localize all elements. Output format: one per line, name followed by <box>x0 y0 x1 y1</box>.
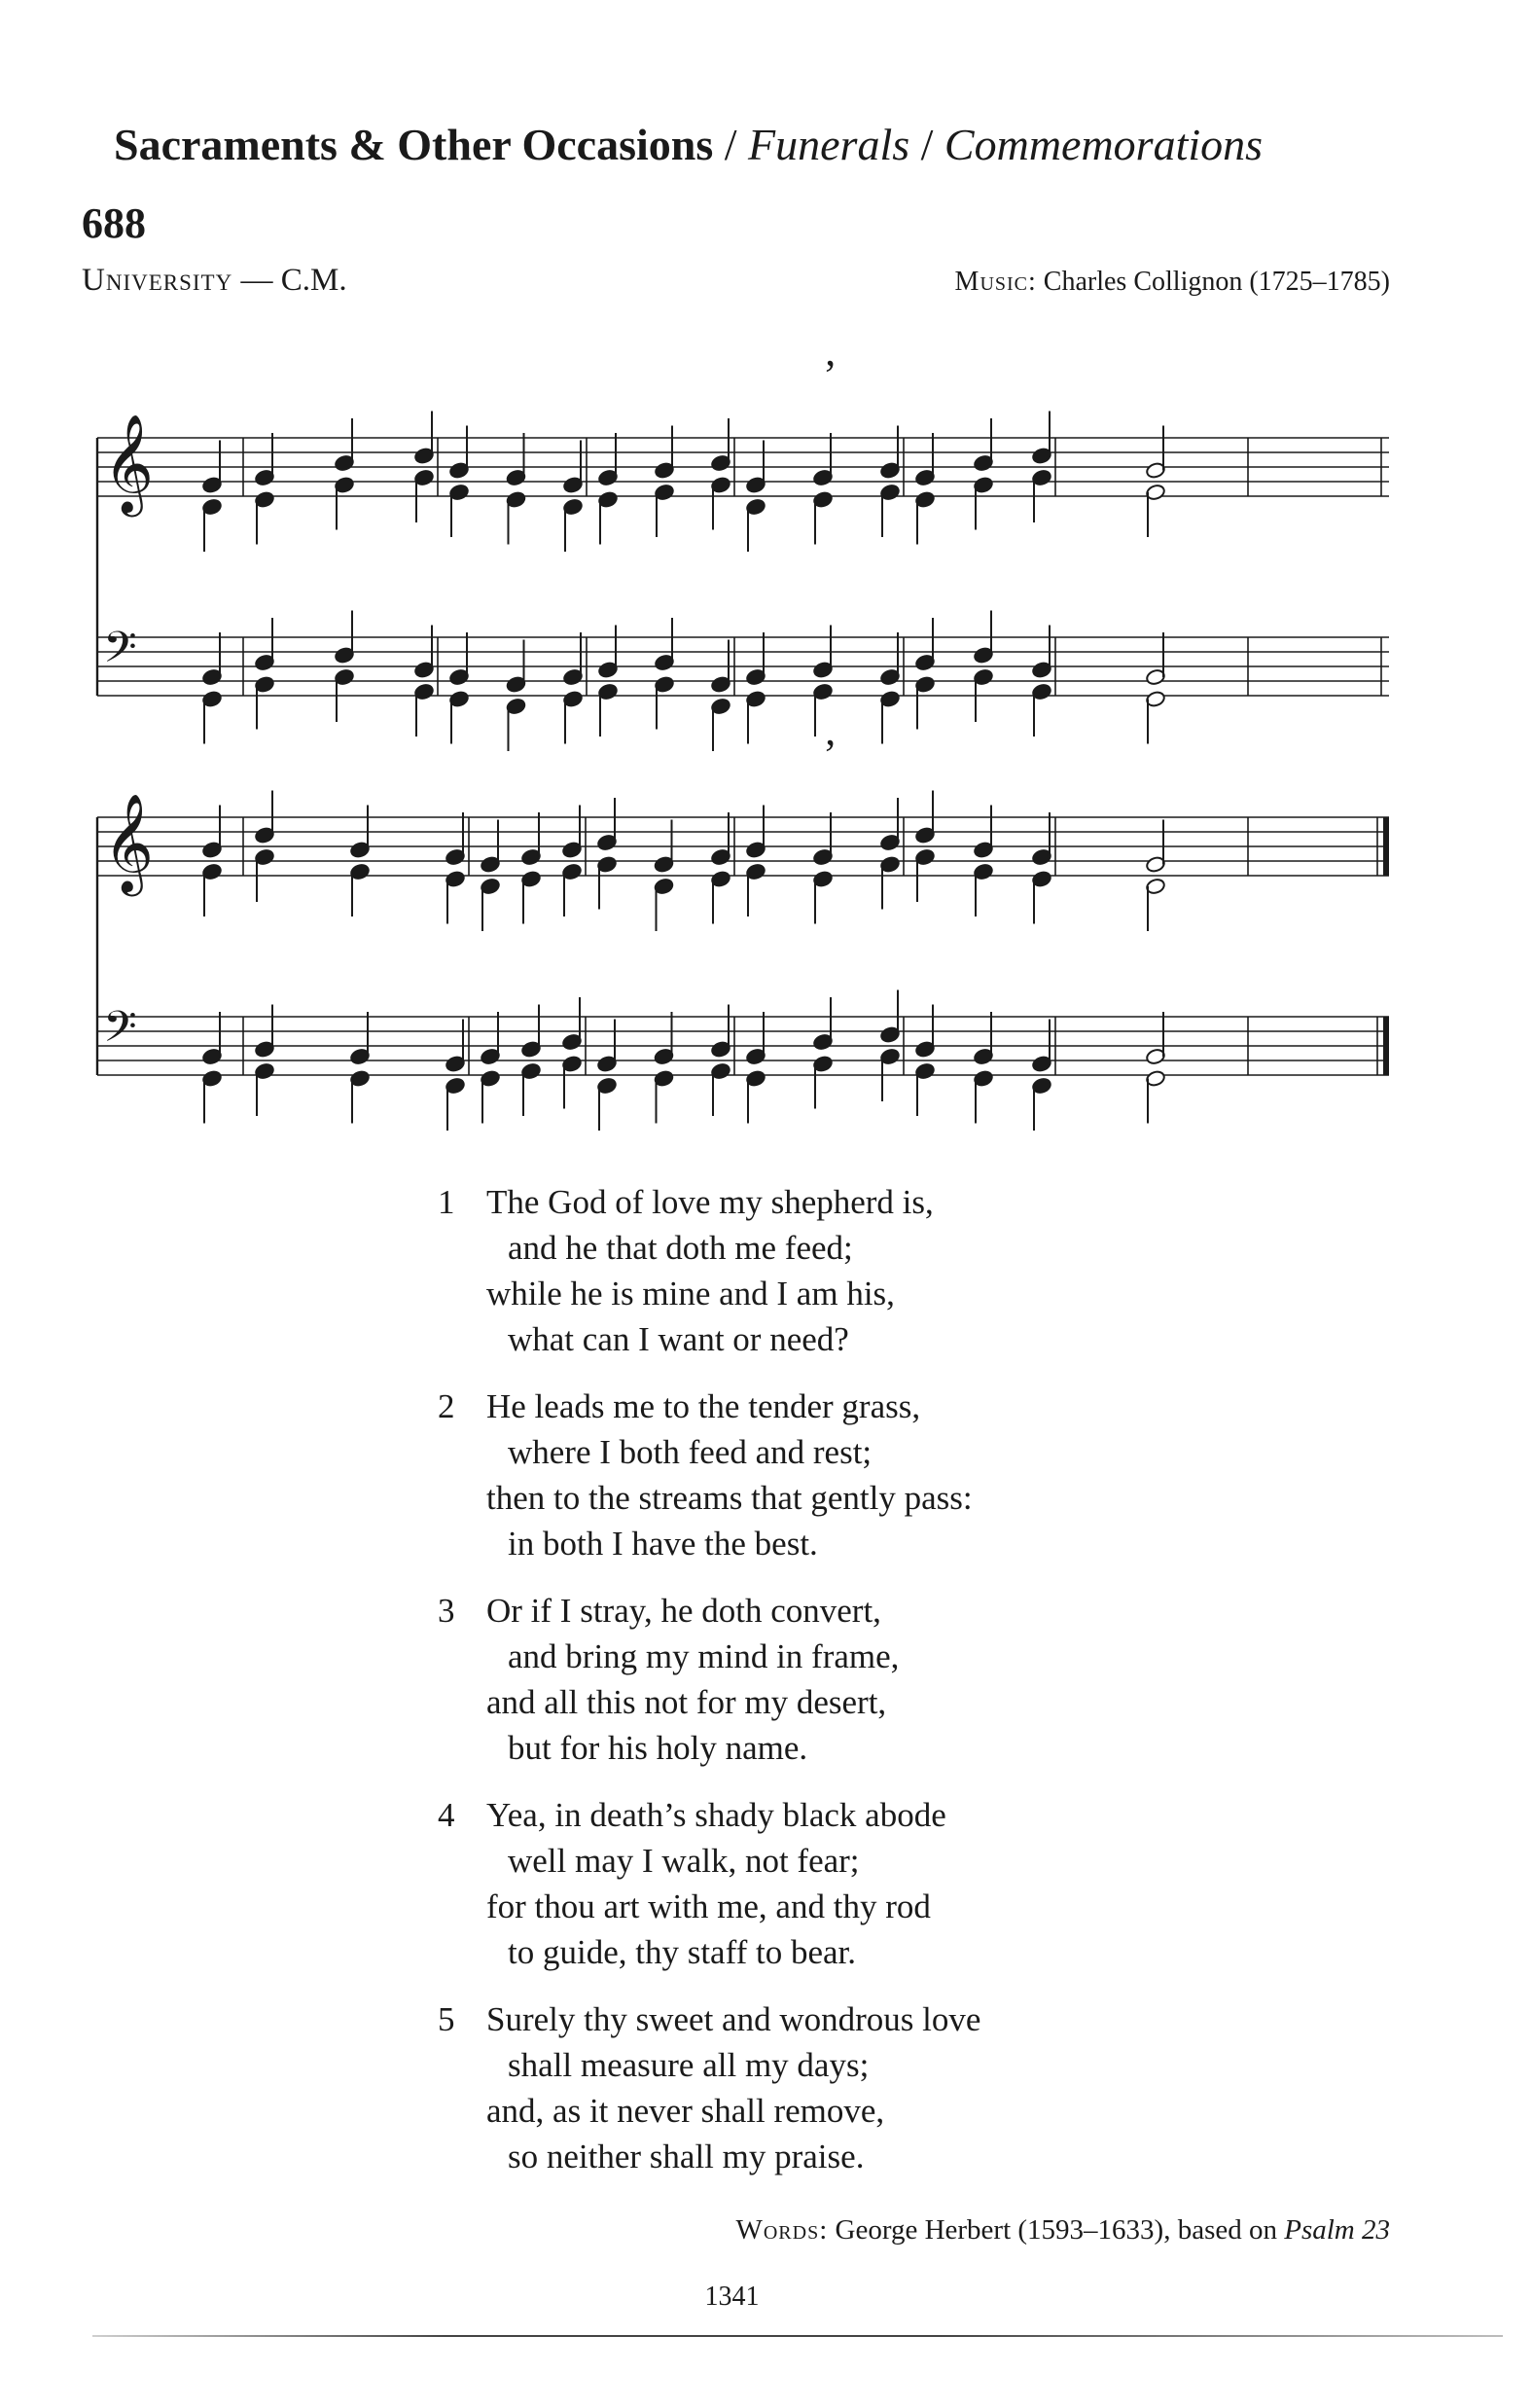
tune-info <box>82 263 347 299</box>
verse-line: Or if I stray, he doth convert, <box>486 1592 881 1630</box>
verse <box>438 1792 980 1975</box>
subsection-title: Funerals <box>748 120 910 169</box>
verse-line: and all this not for my desert, <box>486 1683 887 1721</box>
verse-line: shall measure all my days; <box>508 2046 870 2084</box>
words-credit <box>735 2214 1390 2246</box>
treble-clef-icon: 𝄞 <box>103 792 155 892</box>
header-separator: / <box>713 120 749 169</box>
source-text: Psalm 23 <box>1284 2214 1390 2246</box>
words-label: Words: <box>735 2214 829 2246</box>
breath-mark-icon: ’ <box>823 351 837 399</box>
verse-line: and, as it never shall remove, <box>486 2092 885 2130</box>
final-barline-thick <box>1383 817 1389 876</box>
verse-line: well may I walk, not fear; <box>508 1842 860 1880</box>
breath-mark-icon: ’ <box>823 731 837 778</box>
verse-number: 4 <box>438 1796 455 1834</box>
author: George Herbert (1593–1633), based on <box>828 2214 1285 2246</box>
verse-line: what can I want or need? <box>508 1320 849 1358</box>
verse-line: then to the streams that gently pass: <box>486 1479 973 1517</box>
page-number: 1341 <box>704 2282 760 2312</box>
verse <box>438 1384 980 1566</box>
music-label: Music: <box>954 267 1037 297</box>
verse-line: He leads me to the tender grass, <box>486 1387 921 1425</box>
verse-line: where I both feed and rest; <box>508 1433 873 1471</box>
verse-line: Yea, in death’s shady black abode <box>486 1796 946 1834</box>
bass-clef-icon: 𝄢 <box>103 622 137 683</box>
verse-line: for thou art with me, and thy rod <box>486 1887 931 1925</box>
hymn-number: 688 <box>82 199 146 247</box>
header-separator: / <box>909 120 944 169</box>
subsection-title: Commemorations <box>944 120 1264 169</box>
verse-line: while he is mine and I am his, <box>486 1275 895 1312</box>
treble-clef-icon: 𝄞 <box>103 413 155 513</box>
verse-line: so neither shall my praise. <box>508 2138 865 2175</box>
verse-line: The God of love my shepherd is, <box>486 1183 934 1221</box>
verse-number: 5 <box>438 2000 455 2038</box>
verse-line: and he that doth me feed; <box>508 1229 853 1267</box>
tune-name: University <box>82 263 233 298</box>
verse-line: Surely thy sweet and wondrous love <box>486 2000 981 2038</box>
verse-line: but for his holy name. <box>508 1729 808 1767</box>
final-barline-thick <box>1383 1017 1389 1075</box>
section-title: Sacraments & Other Occasions <box>114 120 714 169</box>
tune-line <box>82 263 1390 299</box>
music-score <box>0 350 1532 1206</box>
verse <box>438 1588 980 1771</box>
verse-line: to guide, thy staff to bear. <box>508 1933 857 1971</box>
music-credit <box>955 267 1390 298</box>
footer-rule <box>92 2335 1503 2337</box>
meter: — C.M. <box>232 263 347 298</box>
bass-clef-icon: 𝄢 <box>103 1001 137 1062</box>
verse <box>438 1996 980 2179</box>
verse-number: 3 <box>438 1592 455 1630</box>
composer: Charles Collignon (1725–1785) <box>1036 267 1390 297</box>
verse-line: and bring my mind in frame, <box>508 1637 900 1675</box>
verse-number: 2 <box>438 1387 455 1425</box>
verses <box>438 1179 980 2201</box>
verse-line: in both I have the best. <box>508 1525 818 1563</box>
page-header <box>114 119 1263 170</box>
verse-number: 1 <box>438 1183 455 1221</box>
verse <box>438 1179 980 1362</box>
